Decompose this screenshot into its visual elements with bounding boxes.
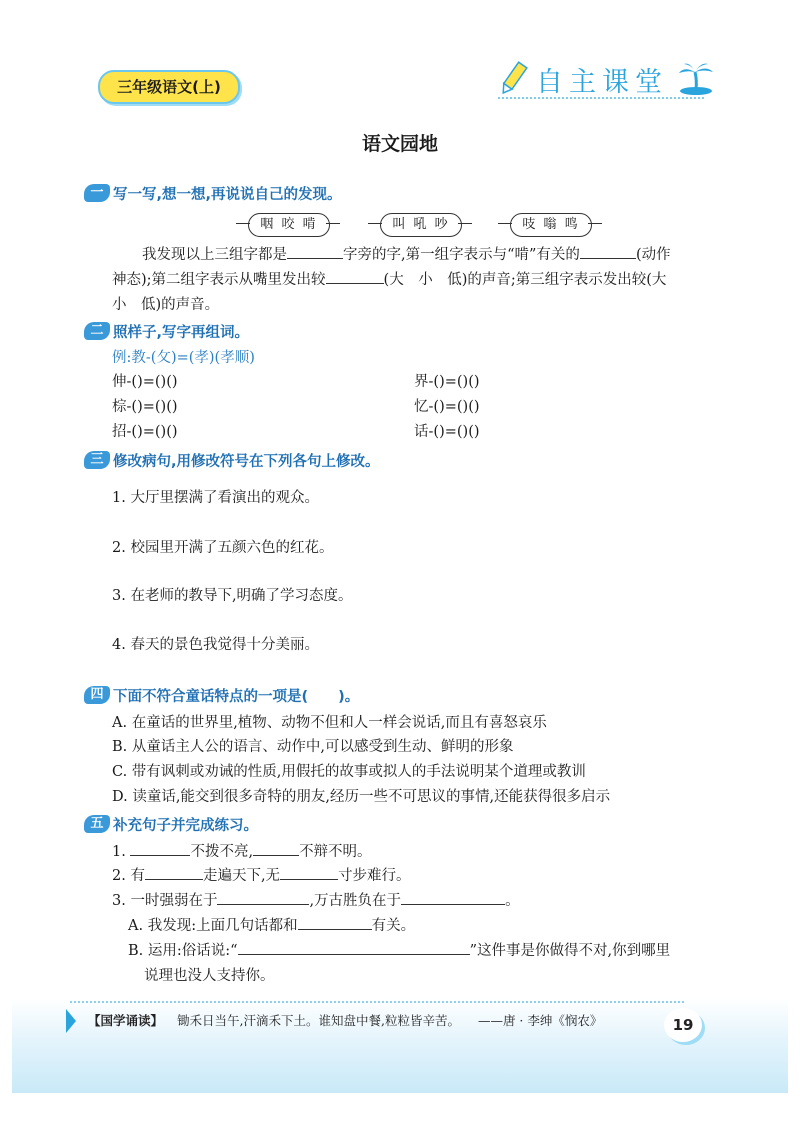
option-d: D. 读童话,能交到很多奇特的朋友,经历一些不可思议的事情,还能获得很多启示 (112, 789, 611, 805)
word-row: 棕-()=()() (112, 399, 178, 415)
page-number: 19 (664, 1008, 702, 1042)
char-group: 咽 咬 啃 (248, 213, 330, 237)
section-title: 补充句子并完成练习。 (113, 817, 258, 834)
fill-blank[interactable] (287, 244, 343, 259)
fill-blank[interactable] (326, 269, 384, 284)
section-5-heading (84, 813, 258, 835)
fill-line: A. 我发现:上面几句话都和 有关。 (128, 914, 415, 938)
chevron-right-icon (66, 1009, 76, 1033)
option-c: C. 带有讽刺或劝诫的性质,用假托的故事或拟人的手法说明某个道理或教训 (112, 764, 586, 780)
header-dotted-line (498, 97, 704, 99)
word-row: 招-()=()() (112, 424, 178, 440)
word-row: 忆-()=()() (414, 399, 480, 415)
fill-blank[interactable] (238, 940, 470, 955)
paragraph-line: 小 低)的声音。 (112, 297, 220, 313)
sentence-item: 4. 春天的景色我觉得十分美丽。 (112, 637, 319, 653)
fill-blank[interactable] (217, 890, 309, 905)
fill-line: 1. 不拨不亮, 不辩不明。 (112, 840, 372, 864)
fill-line: 说理也没人支持你。 (144, 968, 275, 984)
section-number: 五 (84, 815, 110, 833)
word-row: 话-()=()() (414, 424, 480, 440)
poem-text: 锄禾日当午,汗滴禾下土。谁知盘中餐,粒粒皆辛苦。 (177, 1013, 460, 1028)
section-number: 三 (84, 451, 110, 469)
poem-line (88, 1011, 602, 1029)
option-b: B. 从童话主人公的语言、动作中,可以感受到生动、鲜明的形象 (112, 739, 514, 755)
fill-blank[interactable] (580, 244, 636, 259)
section-1-heading (84, 182, 342, 204)
fill-line: 3. 一时强弱在于 ,万古胜负在于 。 (112, 889, 520, 913)
fill-blank[interactable] (145, 865, 203, 880)
section-number: 二 (84, 322, 110, 340)
section-2-heading (84, 320, 249, 342)
palm-island-icon (676, 60, 716, 96)
char-group: 叫 吼 吵 (380, 213, 462, 237)
scroll-group-1 (236, 212, 340, 238)
brand-title: 自主课堂 (536, 67, 668, 98)
word-row: 界-()=()() (414, 374, 480, 390)
scroll-group-2 (368, 212, 472, 238)
sentence-item: 1. 大厅里摆满了看演出的观众。 (112, 490, 319, 506)
fill-blank[interactable] (280, 865, 338, 880)
fill-line: 2. 有 走遍天下,无 寸步难行。 (112, 864, 411, 888)
fill-blank[interactable] (253, 841, 299, 856)
fill-line: B. 运用:俗话说:“ ”这件事是你做得不对,你到哪里 (128, 939, 670, 963)
example-line: 例:教-(攵)=(孝)(孝顺) (112, 350, 255, 366)
option-a: A. 在童话的世界里,植物、动物不但和人一样会说话,而且有喜怒哀乐 (112, 715, 547, 731)
poem-author: ——唐 · 李绅《悯农》 (477, 1013, 603, 1028)
fill-blank[interactable] (298, 915, 372, 930)
section-number: 一 (84, 184, 110, 202)
section-title: 下面不符合童话特点的一项是( (113, 688, 309, 705)
paragraph-line: 神态);第二组字表示从嘴里发出较 (大 小 低)的声音;第三组字表示发出较(大 (112, 268, 666, 292)
paragraph-line: 我发现以上三组字都是 字旁的字,第一组字表示与“啃”有关的 (动作 (142, 243, 671, 267)
section-number: 四 (84, 686, 110, 704)
page-title: 语文园地 (361, 133, 438, 155)
section-4-heading: 四 下面不符合童话特点的一项是( )。 (84, 684, 359, 706)
footer-dotted-line (70, 1001, 684, 1003)
section-title: 照样子,写字再组词。 (113, 324, 250, 341)
poem-tag: 【国学诵读】 (88, 1013, 164, 1028)
section-title: 修改病句,用修改符号在下列各句上修改。 (113, 453, 380, 470)
section-3-heading (84, 449, 380, 471)
pencil-icon (496, 60, 530, 98)
sentence-item: 3. 在老师的教导下,明确了学习态度。 (112, 588, 353, 604)
grade-badge: 三年级语文(上) (98, 70, 240, 104)
fill-blank[interactable] (130, 841, 190, 856)
scroll-group-3 (498, 212, 602, 238)
word-row: 伸-()=()() (112, 374, 178, 390)
fill-blank[interactable] (401, 890, 505, 905)
char-group: 吱 嗡 鸣 (510, 213, 592, 237)
section-title: 写一写,想一想,再说说自己的发现。 (113, 186, 342, 203)
sentence-item: 2. 校园里开满了五颜六色的红花。 (112, 540, 334, 556)
